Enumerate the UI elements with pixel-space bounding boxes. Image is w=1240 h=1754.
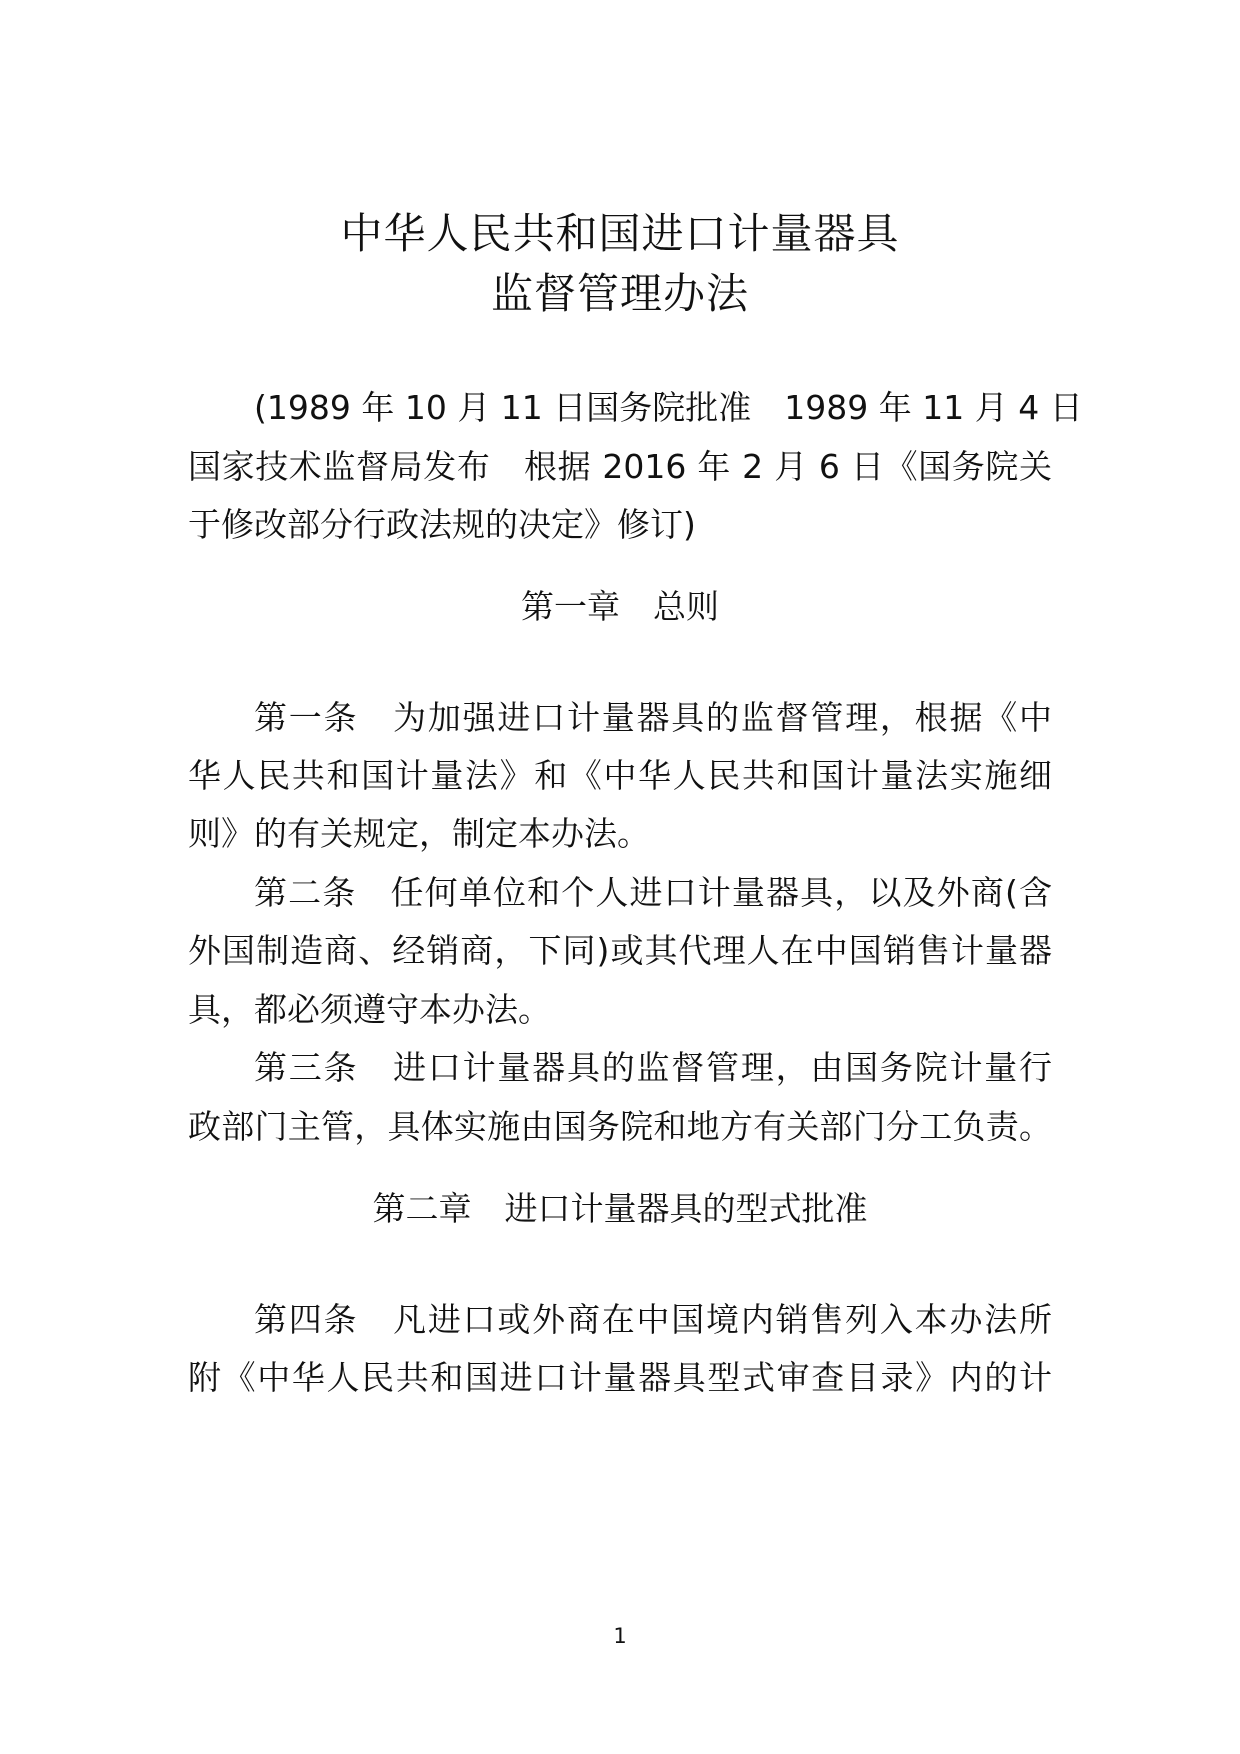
article-line: 第三条 进口计量器具的监督管理，由国务院计量行 — [254, 1048, 1052, 1087]
article-line: 华人民共和国计量法》和《中华人民共和国计量法实施细 — [188, 756, 1052, 795]
article-line: 政部门主管，具体实施由国务院和地方有关部门分工负责。 — [188, 1107, 1052, 1146]
article-line: 第一条 为加强进口计量器具的监督管理，根据《中 — [254, 698, 1052, 737]
preamble-line: (1989 年 10 月 11 日国务院批准 1989 年 11 月 4 日 — [254, 388, 1083, 427]
chapter-heading: 第二章 进口计量器具的型式批准 — [372, 1189, 868, 1228]
page-number: 1 — [613, 1624, 627, 1648]
article-line: 附《中华人民共和国进口计量器具型式审查目录》内的计 — [188, 1358, 1052, 1397]
preamble-line: 于修改部分行政法规的决定》修订) — [188, 505, 696, 544]
preamble-line: 国家技术监督局发布 根据 2016 年 2 月 6 日《国务院关 — [188, 447, 1052, 486]
document-title-line-1: 中华人民共和国进口计量器具 — [340, 209, 900, 258]
article-line: 第二条 任何单位和个人进口计量器具，以及外商(含 — [254, 873, 1052, 912]
article-line: 具，都必须遵守本办法。 — [188, 990, 551, 1029]
article-line: 外国制造商、经销商，下同)或其代理人在中国销售计量器 — [188, 931, 1052, 970]
chapter-heading: 第一章 总则 — [521, 587, 719, 626]
article-line: 则》的有关规定，制定本办法。 — [188, 814, 650, 853]
document-title-line-2: 监督管理办法 — [490, 269, 749, 318]
article-line: 第四条 凡进口或外商在中国境内销售列入本办法所 — [254, 1300, 1052, 1339]
